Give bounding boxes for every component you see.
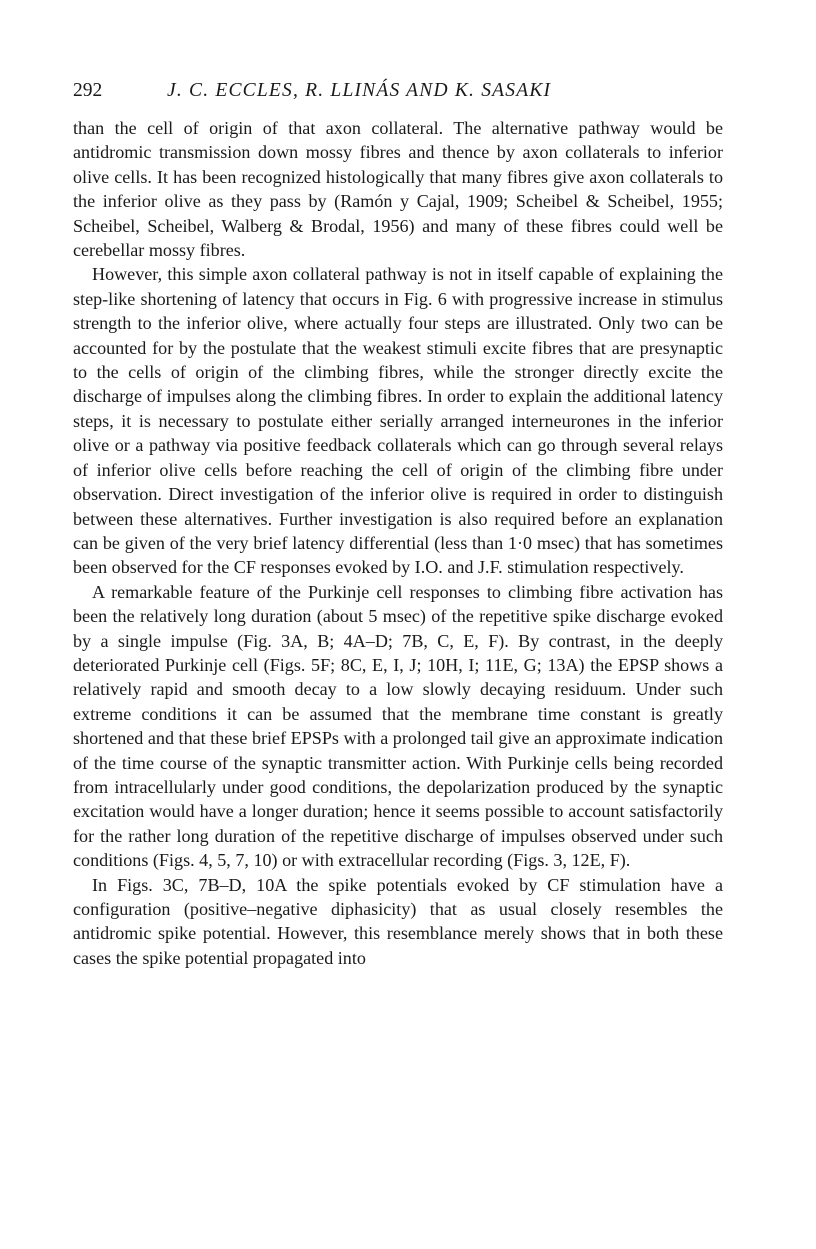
running-head bbox=[73, 80, 723, 110]
page-number: 292 bbox=[73, 80, 103, 101]
paragraph-spike-configuration: In Figs. 3C, 7B–D, 10A the spike potentials evoked by CF stimulation have a configuration (positive–negative diphasicity) that as usual closely resembles the antidromic spike potential. However, this resemblance merely shows that in both these cases the spike potential propagated into bbox=[73, 874, 723, 968]
running-head-authors: J. C. ECCLES, R. LLINÁS AND K. SASAKI bbox=[167, 80, 552, 101]
paragraph-purkinje-duration: A remarkable feature of the Purkinje cell responses to climbing fibre activation has been the relatively long duration (about 5 msec) of the repetitive spike discharge evoked by a single impulse (Fig. 3A, B; 4A–D; 7B, C, E, F). By contrast, in the deeply deteriorated Purkinje cell (Figs. 5F; 8C, E, I, J; 10H, I; 11E, G; 13A) the EPSP shows a relatively rapid and smooth decay to a low slowly decaying residuum. Under such extreme conditions it can be assumed that the membrane time constant is greatly shortened and that these brief EPSPs with a prolonged tail give an approximate indication of the time course of the synaptic transmitter action. With Purkinje cells being recorded from intracellularly under good conditions, the depolarization produced by the synaptic excitation would have a longer duration; hence it seems possible to account satisfactorily for the rather long duration of the repetitive discharge of impulses observed under such conditions (Figs. 4, 5, 7, 10) or with extracellular recording (Figs. 3, 12E, F). bbox=[73, 581, 723, 871]
paragraph-continued: than the cell of origin of that axon collateral. The alternative pathway would be antidromic transmission down mossy fibres and thence by axon collaterals to inferior olive cells. It has been recognized histologically that many fibres give axon collaterals to the inferior olive as they pass by (Ramón y Cajal, 1909; Scheibel & Scheibel, 1955; Scheibel, Scheibel, Walberg & Brodal, 1956) and many of these fibres could well be cerebellar mossy fibres. bbox=[73, 118, 723, 261]
paragraph-latency-steps: However, this simple axon collateral pathway is not in itself capable of explaining the step-like shortening of latency that occurs in Fig. 6 with progressive increase in stimulus strength to the inferior olive, where actually four steps are illustrated. Only two can be accounted for by the postulate that the weakest stimuli excite fibres that are presynaptic to the cells of origin of the climbing fibres, while the stronger directly excite the discharge of impulses along the climbing fibres. In order to explain the additional latency steps, it is necessary to postulate either serially arranged interneurones in the inferior olive or a pathway via positive feedback collaterals which can go through several relays of inferior olive cells before reaching the cell of origin of the climbing fibre under observation. Direct investigation of the inferior olive is required in order to distinguish between these alternatives. Further investigation is also required before an explanation can be given of the very brief latency differential (less than 1·0 msec) that has sometimes been observed for the CF responses evoked by I.O. and J.F. stimulation respectively. bbox=[73, 264, 723, 578]
journal-page bbox=[73, 80, 723, 970]
body-text bbox=[73, 116, 723, 970]
